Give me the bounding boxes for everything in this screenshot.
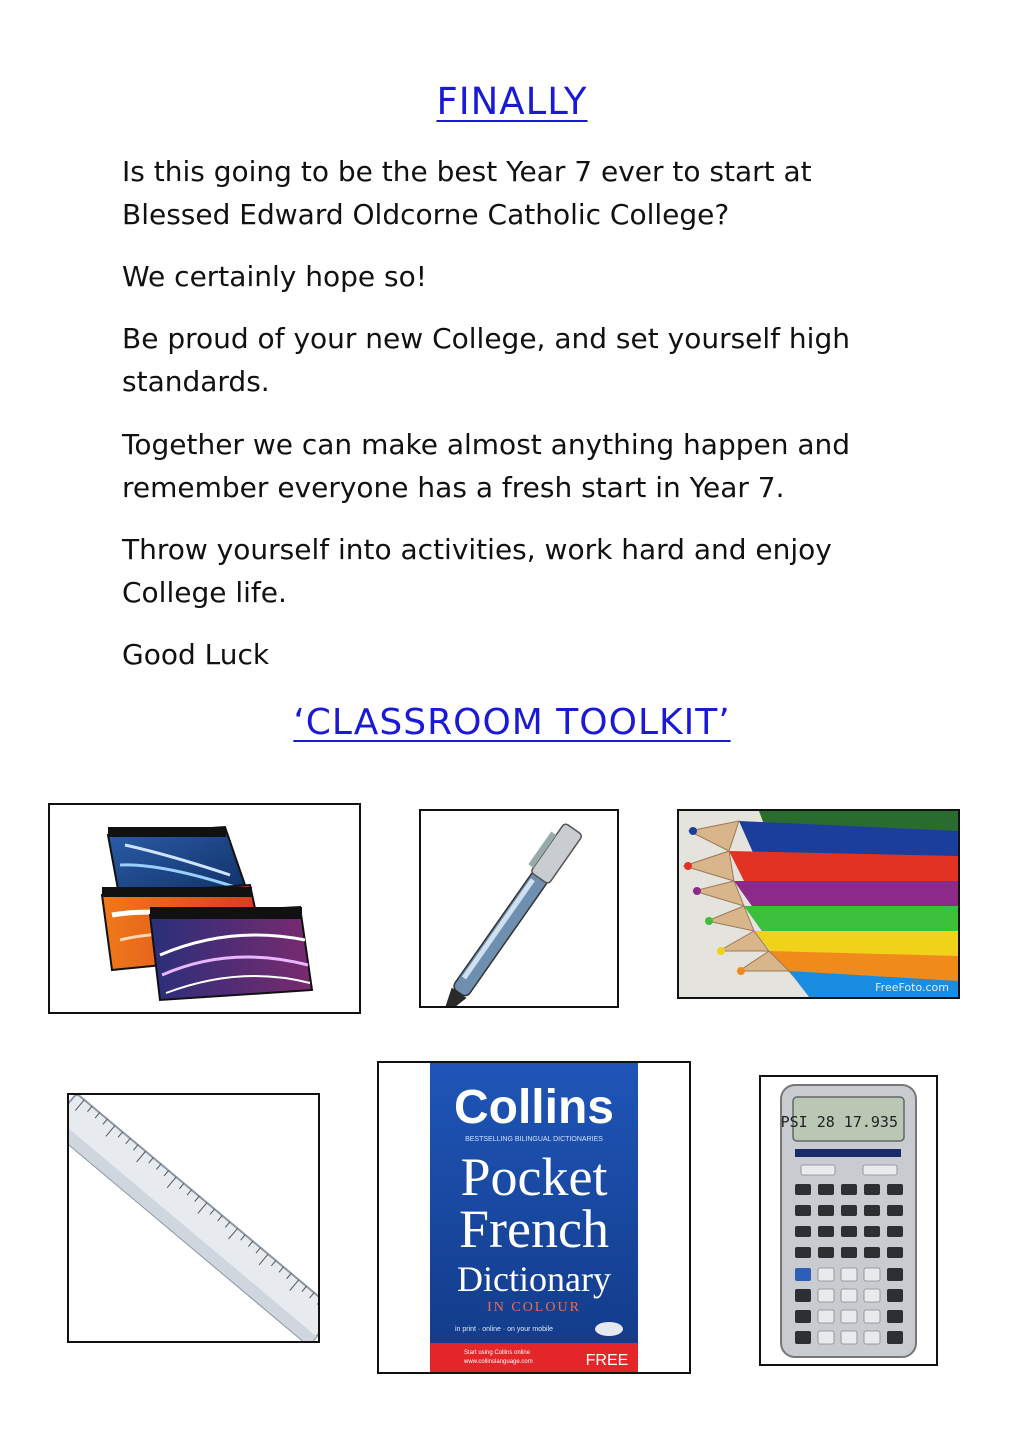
- paragraph-hope: We certainly hope so!: [122, 260, 427, 293]
- ruler-image: [67, 1093, 320, 1343]
- paragraph-best-year: Is this going to be the best Year 7 ever to start at Blessed Edward Oldcorne Catholic College?: [122, 155, 812, 231]
- pencil-cases-image: [48, 803, 361, 1014]
- dictionary-url: www.collinslanguage.com: [464, 1359, 533, 1365]
- paragraph-activities: Throw yourself into activities, work hard and enjoy College life.: [122, 533, 832, 609]
- coloured-pencils-image: [677, 809, 960, 999]
- pencil-case-front: [150, 907, 312, 1000]
- dictionary-title-line1: Pocket: [460, 1147, 608, 1207]
- dictionary-tagline: BESTSELLING BILINGUAL DICTIONARIES: [465, 1136, 603, 1143]
- pen: [422, 819, 583, 1006]
- toolkit-heading: ‘CLASSROOM TOOLKIT’: [293, 702, 731, 743]
- ruler: [69, 1095, 318, 1341]
- dictionary-promo: Start using Collins online: [464, 1350, 531, 1356]
- pen-image: [419, 809, 619, 1008]
- paragraph-good-luck: Good Luck: [122, 638, 270, 671]
- calculator-image: [759, 1075, 938, 1366]
- calculator-readout: PSI 28 17.935: [780, 1113, 898, 1131]
- page-heading-finally: FINALLY: [436, 80, 588, 123]
- mouse-icon: [595, 1322, 623, 1336]
- dictionary-title-line3: Dictionary: [457, 1259, 611, 1299]
- freefoto-watermark: FreeFoto.com: [875, 981, 949, 994]
- dictionary-free: FREE: [585, 1352, 629, 1369]
- dictionary-image: [377, 1061, 691, 1374]
- dictionary-brand: Collins: [453, 1081, 615, 1134]
- dictionary-formats: in print · online · on your mobile: [454, 1326, 554, 1333]
- dictionary-in-colour: IN COLOUR: [487, 1300, 581, 1315]
- paragraph-together: Together we can make almost anything happen and remember everyone has a fresh start in Year 7.: [122, 428, 851, 504]
- dictionary-title-line2: French: [459, 1199, 609, 1259]
- paragraph-be-proud: Be proud of your new College, and set yourself high standards.: [122, 322, 850, 398]
